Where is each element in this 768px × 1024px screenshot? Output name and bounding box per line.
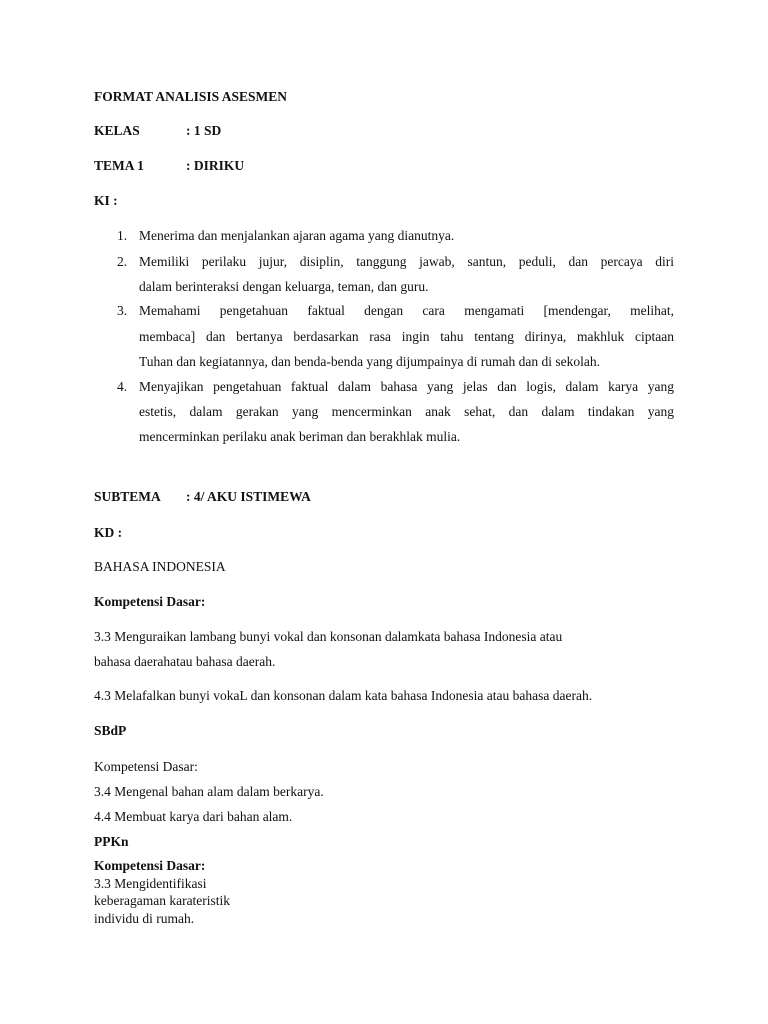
sbdp-kd-item: 4.4 Membuat karya dari bahan alam. <box>94 809 293 824</box>
ki-item-line: Tuhan dan kegiatannya, dan benda-benda yang dijumpainya di rumah dan di sekolah. <box>139 354 601 369</box>
subtema-value: : 4/ AKU ISTIMEWA <box>186 489 311 504</box>
ppkn-heading: PPKn <box>94 834 129 849</box>
subtema-label: SUBTEMA <box>94 489 161 504</box>
bi-kd-item: 4.3 Melafalkan bunyi vokaL dan konsonan dalam kata bahasa Indonesia atau bahasa daerah. <box>94 688 593 703</box>
ki-item-number: 3. <box>117 303 128 318</box>
kelas-value: : 1 SD <box>186 123 222 138</box>
ki-item-line: Menerima dan menjalankan ajaran agama yang dianutnya. <box>139 228 455 243</box>
ki-item-line: mencerminkan perilaku anak beriman dan berakhlak mulia. <box>139 429 461 444</box>
ki-item-line: Memahami pengetahuan faktual dengan cara mengamati [mendengar, melihat, <box>139 303 674 318</box>
sbdp-heading: SBdP <box>94 723 127 738</box>
kd-heading: KD : <box>94 525 123 540</box>
ppkn-kd-line: individu di rumah. <box>94 911 195 926</box>
ki-item-line: Menyajikan pengetahuan faktual dalam bahasa yang jelas dan logis, dalam karya yang <box>139 379 674 394</box>
kelas-label: KELAS <box>94 123 140 138</box>
bi-kd-item-continued: bahasa daerahatau bahasa daerah. <box>94 654 276 669</box>
ppkn-kd-line: keberagaman karateristik <box>94 893 231 908</box>
ki-item-line: dalam berinteraksi dengan keluarga, teman, dan guru. <box>139 279 429 294</box>
ki-item-number: 4. <box>117 379 128 394</box>
ki-item-number: 2. <box>117 254 128 269</box>
sbdp-kd-item: 3.4 Mengenal bahan alam dalam berkarya. <box>94 784 324 799</box>
tema-value: : DIRIKU <box>186 158 245 173</box>
ki-item-line: Memiliki perilaku jujur, disiplin, tanggung jawab, santun, peduli, dan percaya diri <box>139 254 674 269</box>
ppkn-kd-line: 3.3 Mengidentifikasi <box>94 876 207 891</box>
ki-heading: KI : <box>94 193 118 208</box>
ppkn-kompetensi-label: Kompetensi Dasar: <box>94 858 206 873</box>
document-title: FORMAT ANALISIS ASESMEN <box>94 89 288 104</box>
ki-item-line: estetis, dalam gerakan yang mencerminkan anak sehat, dan dalam tindakan yang <box>139 404 674 419</box>
tema-label: TEMA 1 <box>94 158 144 173</box>
ki-item-number: 1. <box>117 228 128 243</box>
sbdp-kompetensi-label: Kompetensi Dasar: <box>94 759 198 774</box>
bahasa-indonesia-heading: BAHASA INDONESIA <box>94 559 226 574</box>
bi-kompetensi-label: Kompetensi Dasar: <box>94 594 206 609</box>
bi-kd-item: 3.3 Menguraikan lambang bunyi vokal dan konsonan dalamkata bahasa Indonesia atau <box>94 629 563 644</box>
ki-item-line: membaca] dan bertanya berdasarkan rasa ingin tahu tentang dirinya, makhluk ciptaan <box>139 329 674 344</box>
